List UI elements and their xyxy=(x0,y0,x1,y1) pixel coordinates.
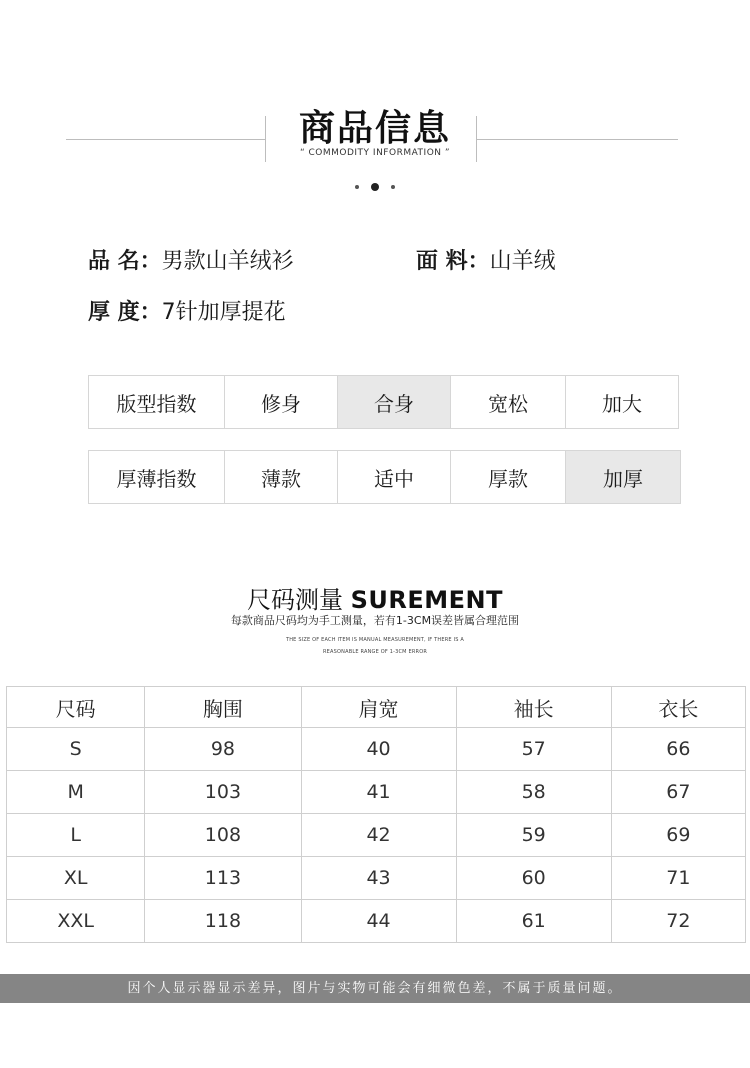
size-cell: S xyxy=(7,728,145,771)
info-fabric-value: 山羊绒 xyxy=(489,249,556,274)
thickness-index-option: 薄款 xyxy=(225,451,338,504)
size-cell: 71 xyxy=(611,857,745,900)
table-row xyxy=(7,728,746,771)
size-cell: 41 xyxy=(301,771,456,814)
size-cell: 66 xyxy=(611,728,745,771)
size-header-cell: 胸围 xyxy=(145,687,301,728)
table-row xyxy=(7,771,746,814)
size-table-header-row xyxy=(7,687,746,728)
size-cell: 67 xyxy=(611,771,745,814)
thickness-index-label: 厚薄指数 xyxy=(89,451,225,504)
size-table xyxy=(6,686,746,943)
fit-index-option: 合身 xyxy=(338,376,451,429)
size-title-cn: 尺码测量 xyxy=(246,586,343,614)
info-thickness-key: 厚 度： xyxy=(88,300,162,325)
size-cell: 59 xyxy=(456,814,611,857)
info-name xyxy=(88,244,294,275)
page-subtitle: “ COMMODITY INFORMATION ” xyxy=(299,148,451,158)
size-note-en-line2: REASONABLE RANGE OF 1-3CM ERROR xyxy=(322,649,428,655)
dots-decoration xyxy=(0,176,750,195)
size-header-cell: 袖长 xyxy=(456,687,611,728)
fit-index-option: 修身 xyxy=(225,376,338,429)
dot-icon xyxy=(391,185,395,189)
info-fabric xyxy=(416,244,556,275)
disclaimer-banner: 因个人显示器显示差异，图片与实物可能会有细微色差，不属于质量问题。 xyxy=(0,974,750,1003)
info-name-key: 品 名： xyxy=(88,249,162,274)
size-cell: 103 xyxy=(145,771,301,814)
fit-index-option: 宽松 xyxy=(451,376,566,429)
size-cell: 43 xyxy=(301,857,456,900)
thickness-index-table xyxy=(88,450,681,504)
thickness-index-option: 适中 xyxy=(338,451,451,504)
size-cell: 60 xyxy=(456,857,611,900)
size-cell: L xyxy=(7,814,145,857)
fit-index-label: 版型指数 xyxy=(89,376,225,429)
size-title-en: SUREMENT xyxy=(350,586,504,614)
thickness-index-option: 厚款 xyxy=(451,451,566,504)
size-cell: 44 xyxy=(301,900,456,943)
size-cell: XXL xyxy=(7,900,145,943)
size-cell: 58 xyxy=(456,771,611,814)
info-thickness xyxy=(88,295,286,326)
fit-index-table xyxy=(88,375,679,429)
size-cell: 98 xyxy=(145,728,301,771)
info-fabric-key: 面 料： xyxy=(416,249,490,274)
size-cell: 42 xyxy=(301,814,456,857)
table-row xyxy=(7,857,746,900)
size-cell: 72 xyxy=(611,900,745,943)
info-thickness-value: 7针加厚提花 xyxy=(161,300,286,325)
size-cell: XL xyxy=(7,857,145,900)
size-note-en-line1: THE SIZE OF EACH ITEM IS MANUAL MEASUREMENT, IF THERE IS A xyxy=(285,637,465,643)
size-cell: 118 xyxy=(145,900,301,943)
fit-index-option: 加大 xyxy=(566,376,679,429)
thickness-index-option: 加厚 xyxy=(566,451,681,504)
size-cell: 69 xyxy=(611,814,745,857)
size-header-cell: 肩宽 xyxy=(301,687,456,728)
size-cell: 57 xyxy=(456,728,611,771)
size-cell: 108 xyxy=(145,814,301,857)
size-cell: 40 xyxy=(301,728,456,771)
info-name-value: 男款山羊绒衫 xyxy=(161,249,294,274)
size-cell: 113 xyxy=(145,857,301,900)
dot-icon xyxy=(355,185,359,189)
size-header-cell: 衣长 xyxy=(611,687,745,728)
size-cell: M xyxy=(7,771,145,814)
table-row xyxy=(7,814,746,857)
page-title: 商品信息 xyxy=(298,108,451,149)
size-title xyxy=(0,580,750,615)
dot-icon xyxy=(371,183,379,191)
size-note-cn: 每款商品尺码均为手工测量，若有1-3CM误差皆属合理范围 xyxy=(230,614,520,627)
table-row xyxy=(7,900,746,943)
size-cell: 61 xyxy=(456,900,611,943)
size-header-cell: 尺码 xyxy=(7,687,145,728)
